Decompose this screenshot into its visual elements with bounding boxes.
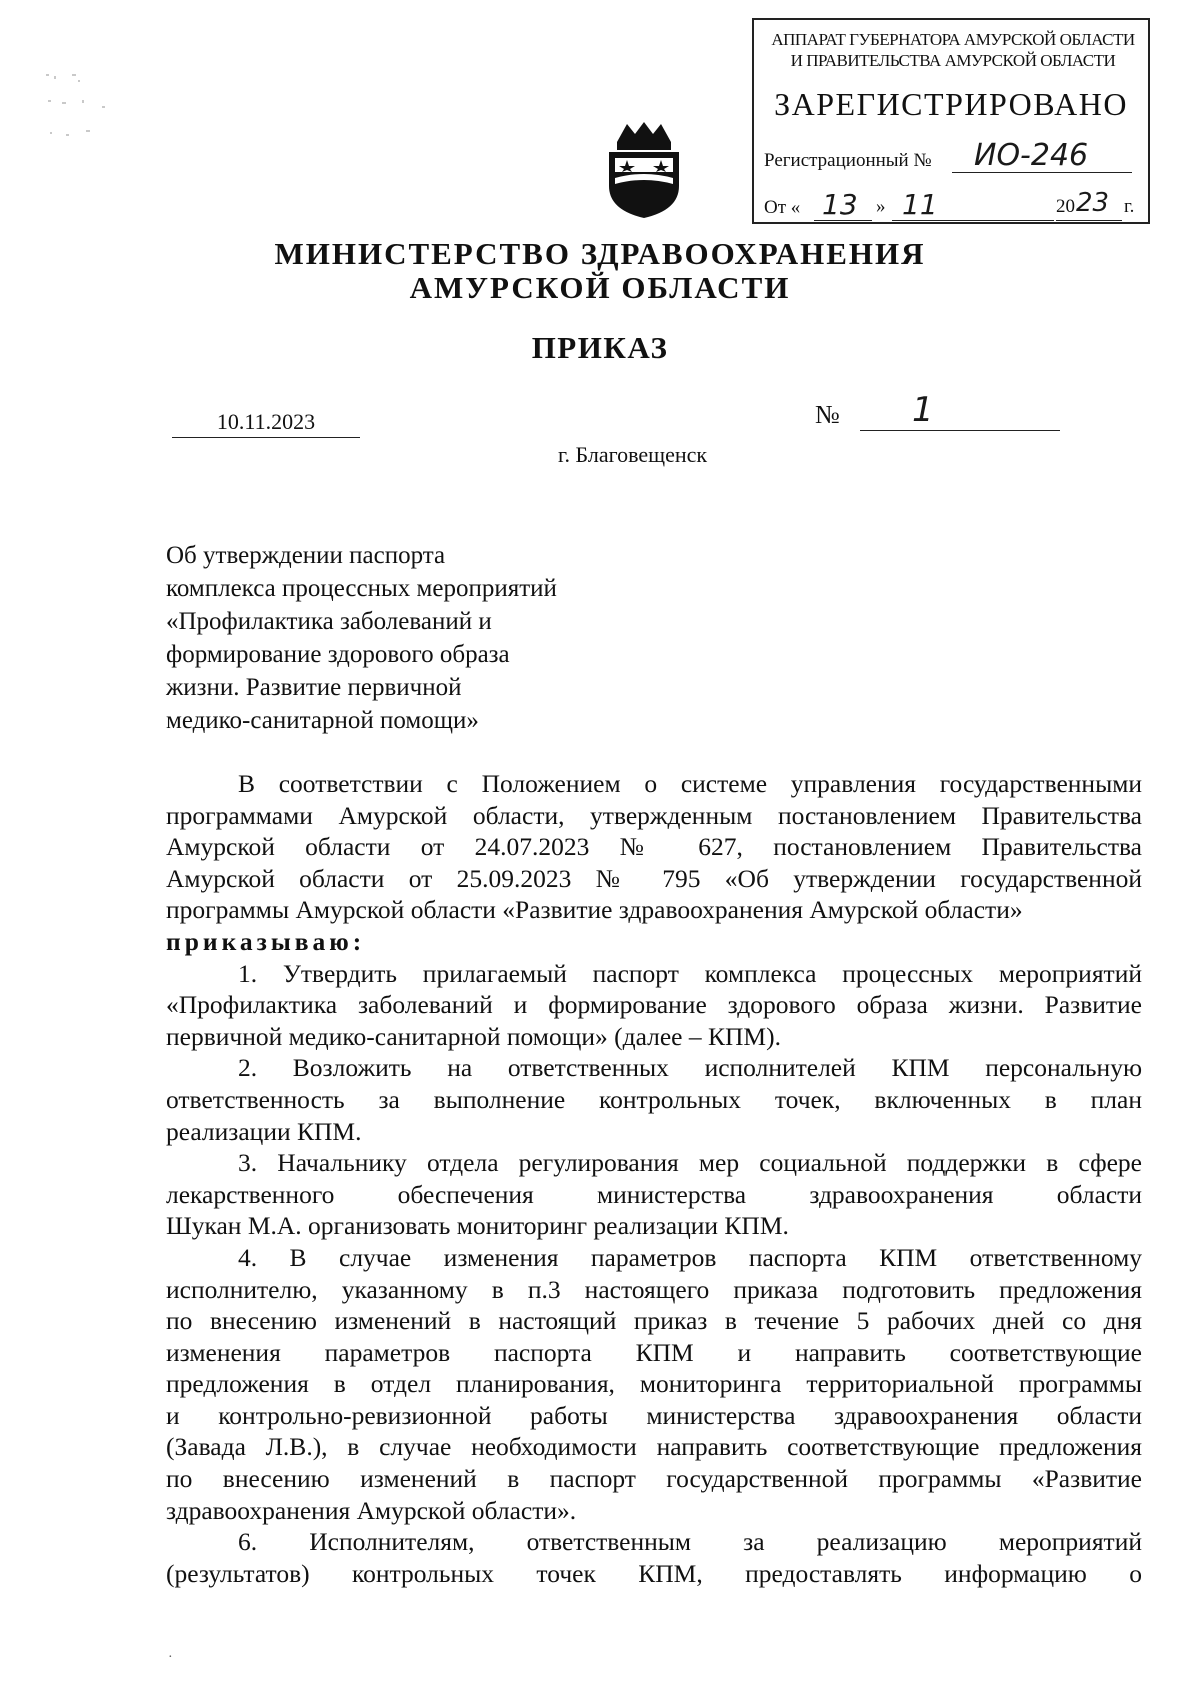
subject-line: «Профилактика заболеваний и	[166, 608, 492, 635]
stamp-org-line1: АППАРАТ ГУБЕРНАТОРА АМУРСКОЙ ОБЛАСТИ	[771, 30, 1135, 49]
stamp-year-underline	[1056, 220, 1122, 221]
order-word: приказываю:	[166, 926, 366, 956]
city-name: г. Благовещенск	[558, 442, 708, 467]
subject-line: комплекса процессных мероприятий	[166, 575, 557, 602]
item3-line: Шукан М.А. организовать мониторинг реализации КПМ.	[166, 1211, 789, 1241]
ministry-name-line1: МИНИСТЕРСТВО ЗДРАВООХРАНЕНИЯ	[274, 236, 926, 271]
item4-line: исполнителю, указанному в п.3 настоящего приказа подготовить предложения	[166, 1274, 1142, 1304]
stamp-title: ЗАРЕГИСТРИРОВАНО	[774, 86, 1128, 122]
item4-line: 4. В случае изменения параметров паспорта КПМ ответственному	[238, 1242, 1142, 1272]
preamble-line: программы Амурской области «Развитие здравоохранения Амурской области»	[166, 895, 1023, 925]
stamp-day: 13	[822, 188, 858, 221]
item1-line: «Профилактика заболеваний и формирование здорового образа жизни. Развитие	[166, 990, 1142, 1020]
order-number-label: №	[815, 400, 840, 429]
order-date	[172, 409, 360, 438]
item6-line: (результатов) контрольных точек КПМ, предоставлять информацию о	[166, 1558, 1142, 1588]
item3-line: 3. Начальнику отдела регулирования мер социальной поддержки в сфере	[238, 1148, 1142, 1178]
stamp-month: 11	[902, 188, 938, 221]
stamp-year-suffix: г.	[1124, 196, 1135, 217]
document-type-title: ПРИКАЗ	[531, 330, 669, 365]
subject-line: жизни. Развитие первичной	[166, 674, 462, 701]
preamble-line: В соответствии с Положением о системе управления государственными	[238, 769, 1142, 798]
stamp-quote-close: »	[876, 196, 886, 217]
item4-line: по внесению изменений в паспорт государственной программы «Развитие	[166, 1464, 1142, 1494]
order-number-field	[860, 390, 1060, 431]
item2-line: ответственность за выполнение контрольных точек, включенных в план	[166, 1084, 1142, 1114]
item3-line: лекарственного обеспечения министерства здравоохранения области	[166, 1179, 1142, 1209]
order-date-value: 10.11.2023	[216, 409, 316, 434]
item6-line: 6. Исполнителям, ответственным за реализацию мероприятий	[238, 1527, 1142, 1557]
item4-line: (Завада Л.В.), в случае необходимости направить соответствующие предложения	[166, 1432, 1142, 1462]
stamp-reg-label: Регистрационный №	[764, 150, 932, 171]
scan-specks	[42, 70, 132, 150]
stamp-year-prefix: 20	[1056, 196, 1075, 217]
item4-line: по внесению изменений в настоящий приказ в течение 5 рабочих дней со дня	[166, 1306, 1142, 1336]
preamble-line: Амурской области от 25.09.2023 № 795 «Об утверждении государственной	[166, 863, 1142, 893]
subject-line: Об утверждении паспорта	[166, 542, 446, 569]
item4-line: и контрольно-ревизионной работы министерства здравоохранения области	[166, 1400, 1142, 1430]
coat-of-arms-emblem	[603, 120, 685, 220]
stamp-year-hand: 23	[1076, 188, 1110, 218]
subject-line: формирование здорового образа	[166, 641, 510, 668]
item1-line: 1. Утвердить прилагаемый паспорт комплекса процессных мероприятий	[238, 958, 1142, 988]
order-subject	[166, 539, 686, 737]
preamble-line: программами Амурской области, утвержденным постановлением Правительства	[166, 800, 1142, 830]
ministry-name-line2: АМУРСКОЙ ОБЛАСТИ	[409, 270, 791, 305]
order-number-value: 1	[912, 390, 934, 430]
item2-line: 2. Возложить на ответственных исполнителей КПМ персональную	[238, 1053, 1142, 1083]
item4-line: предложения в отдел планирования, мониторинга территориальной программы	[166, 1369, 1142, 1399]
registration-stamp	[752, 18, 1150, 224]
stamp-reg-number: ИО-246	[974, 138, 1089, 173]
item4-line: изменения параметров паспорта КПМ и направить соответствующие	[166, 1337, 1142, 1367]
item4-line: здравоохранения Амурской области».	[166, 1495, 577, 1525]
stamp-org-line2: И ПРАВИТЕЛЬСТВА АМУРСКОЙ ОБЛАСТИ	[790, 51, 1116, 70]
item1-line: первичной медико-санитарной помощи» (далее – КПМ).	[166, 1021, 781, 1051]
page-edge-mark: ·	[168, 1650, 173, 1665]
preamble-line: Амурской области от 24.07.2023 № 627, постановлением Правительства	[166, 832, 1142, 862]
subject-line: медико-санитарной помощи»	[166, 707, 479, 734]
stamp-from-label: От «	[764, 197, 801, 218]
order-body	[166, 768, 1142, 1589]
item2-line: реализации КПМ.	[166, 1116, 362, 1146]
